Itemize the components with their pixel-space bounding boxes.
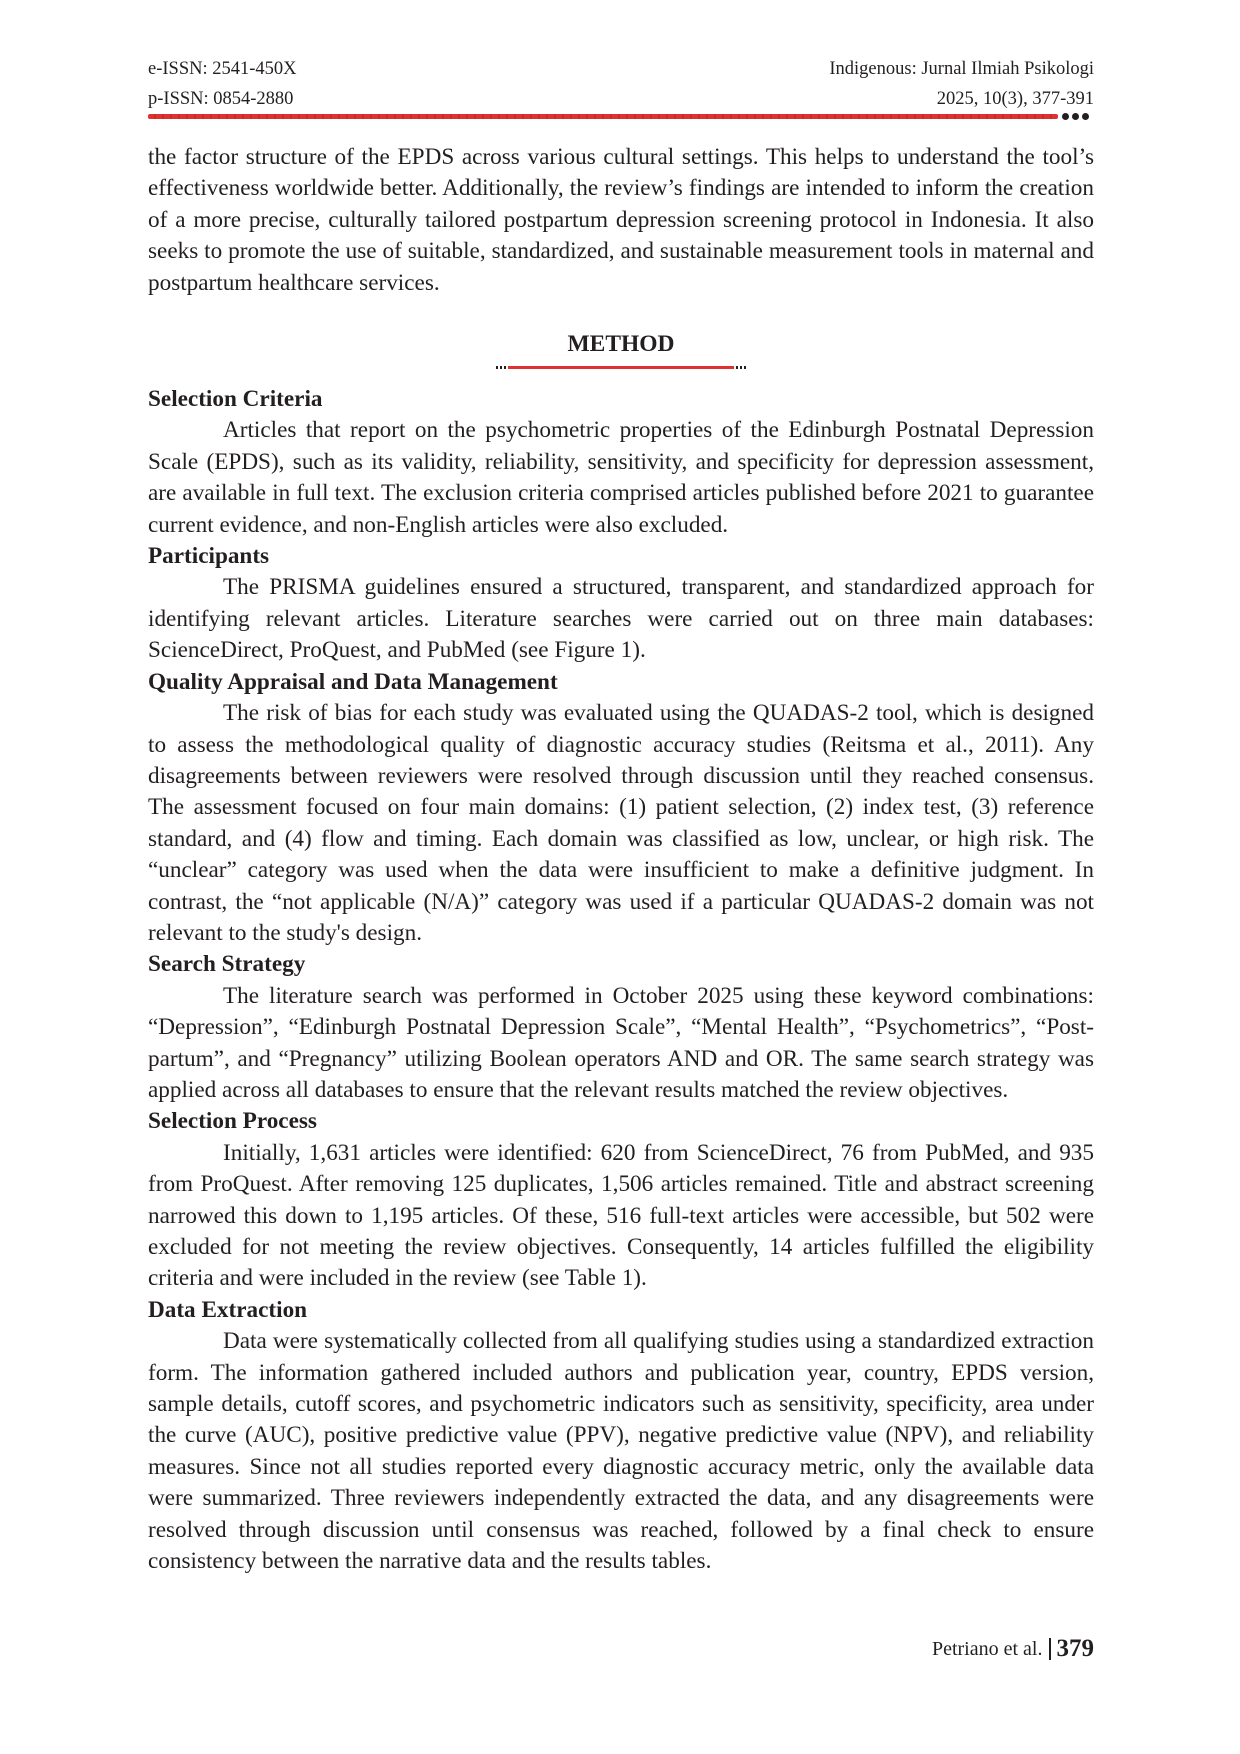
paragraph-data-extraction: Data were systematically collected from all qualifying studies using a standardized extraction form. The information gathered included authors and publication year, country, EPDS version, sample details, cutoff scores, and psychometric indicators such as sensitivity, specificity, area under the curve (AUC), positive predictive value (PPV), negative predictive value (NPV), and reliability measures. Since not all studies reported every diagnostic accuracy metric, only the available data were summarized. Three reviewers independently extracted the data, and any disagreements were resolved through discussion until consensus was reached, followed by a final check to ensure consistency between the narrative data and the results tables.: [148, 1328, 1094, 1575]
paragraph-selection-process: Initially, 1,631 articles were identified: 620 from ScienceDirect, 76 from PubMed, and 935 from ProQuest. After removing 125 duplicates, 1,506 articles remained. Title and abstract screening narrowed this down to 1,195 articles. Of these, 516 full-text articles were accessible, but 502 were excluded for not meeting the review objectives. Consequently, 14 articles fulfilled the eligibility criteria and were included in the review (see Table 1).: [148, 1139, 1094, 1292]
header-row-top: [148, 54, 1094, 84]
paragraph-selection-criteria: Articles that report on the psychometric properties of the Edinburgh Postnatal Depression Scale (EPDS), such as its validity, reliability, sensitivity, and specificity for depression assessment, are available in full text. The exclusion criteria comprised articles published before 2021 to guarantee current evidence, and non-English articles were also excluded.: [148, 417, 1094, 538]
heading-selection-process: Selection Process: [148, 1108, 317, 1135]
header-rule: [148, 113, 1094, 121]
paragraph-quality-appraisal: The risk of bias for each study was evaluated using the QUADAS-2 tool, which is designed to assess the methodological quality of diagnostic accuracy studies (Reitsma et al., 2011). Any disagreements between reviewers were resolved through discussion until they reached consensus. The assessment focused on four main domains: (1) patient selection, (2) index test, (3) reference standard, and (4) flow and timing. Each domain was classified as low, unclear, or high risk. The “unclear” category was used when the data were insufficient to make a definitive judgment. In contrast, the “not applicable (N/A)” category was used if a particular QUADAS-2 domain was not relevant to the study's design.: [148, 700, 1094, 946]
running-header: [148, 54, 1094, 114]
heading-selection-criteria: Selection Criteria: [148, 386, 323, 413]
header-dot: [1082, 113, 1089, 120]
header-dot: [1062, 113, 1069, 120]
method-rule-dots-right: [736, 366, 746, 369]
footer-separator: [1049, 1638, 1051, 1660]
heading-search-strategy: Search Strategy: [148, 951, 306, 978]
heading-participants: Participants: [148, 543, 270, 570]
section-title-method: METHOD: [567, 331, 675, 358]
pissn: p-ISSN: 0854-2880: [148, 89, 294, 109]
method-rule-dots-left: [496, 366, 506, 369]
header-row-bottom: [148, 84, 1094, 114]
page-number: 379: [1056, 1635, 1094, 1662]
volume-info: 2025, 10(3), 377-391: [936, 89, 1094, 109]
heading-quality-appraisal: Quality Appraisal and Data Management: [148, 668, 558, 695]
method-underline: [496, 365, 746, 371]
paragraph-participants: The PRISMA guidelines ensured a structured, transparent, and standardized approach for identifying relevant articles. Literature searches were carried out on three main databases: ScienceDirect, ProQuest, and PubMed (see Figure 1).: [148, 574, 1094, 664]
page-body: [148, 142, 1094, 1577]
eissn: e-ISSN: 2541-450X: [148, 59, 297, 79]
paragraph-search-strategy: The literature search was performed in October 2025 using these keyword combinations: “Depression”, “Edinburgh Postnatal Depression Scale”, “Mental Health”, “Psychometrics”, “Post-partum”, and “Pregnancy” utilizing Boolean operators AND and OR. The same search strategy was applied across all databases to ensure that the relevant results matched the review objectives.: [148, 982, 1094, 1103]
footer-author: Petriano et al.: [931, 1638, 1043, 1660]
page-footer: [932, 1634, 1094, 1664]
method-rule-bar: [508, 366, 734, 369]
header-dot: [1072, 113, 1079, 120]
intro-paragraph: the factor structure of the EPDS across various cultural settings. This helps to understand the tool’s effectiveness worldwide better. Additionally, the review’s findings are intended to inform the creation of a more precise, culturally tailored postpartum depression screening protocol in Indonesia. It also seeks to promote the use of suitable, standardized, and sustainable measurement tools in maternal and postpartum healthcare services.: [148, 144, 1094, 296]
heading-data-extraction: Data Extraction: [148, 1296, 308, 1323]
header-rule-bar: [148, 114, 1058, 119]
journal-name: Indigenous: Jurnal Ilmiah Psikologi: [829, 59, 1094, 79]
